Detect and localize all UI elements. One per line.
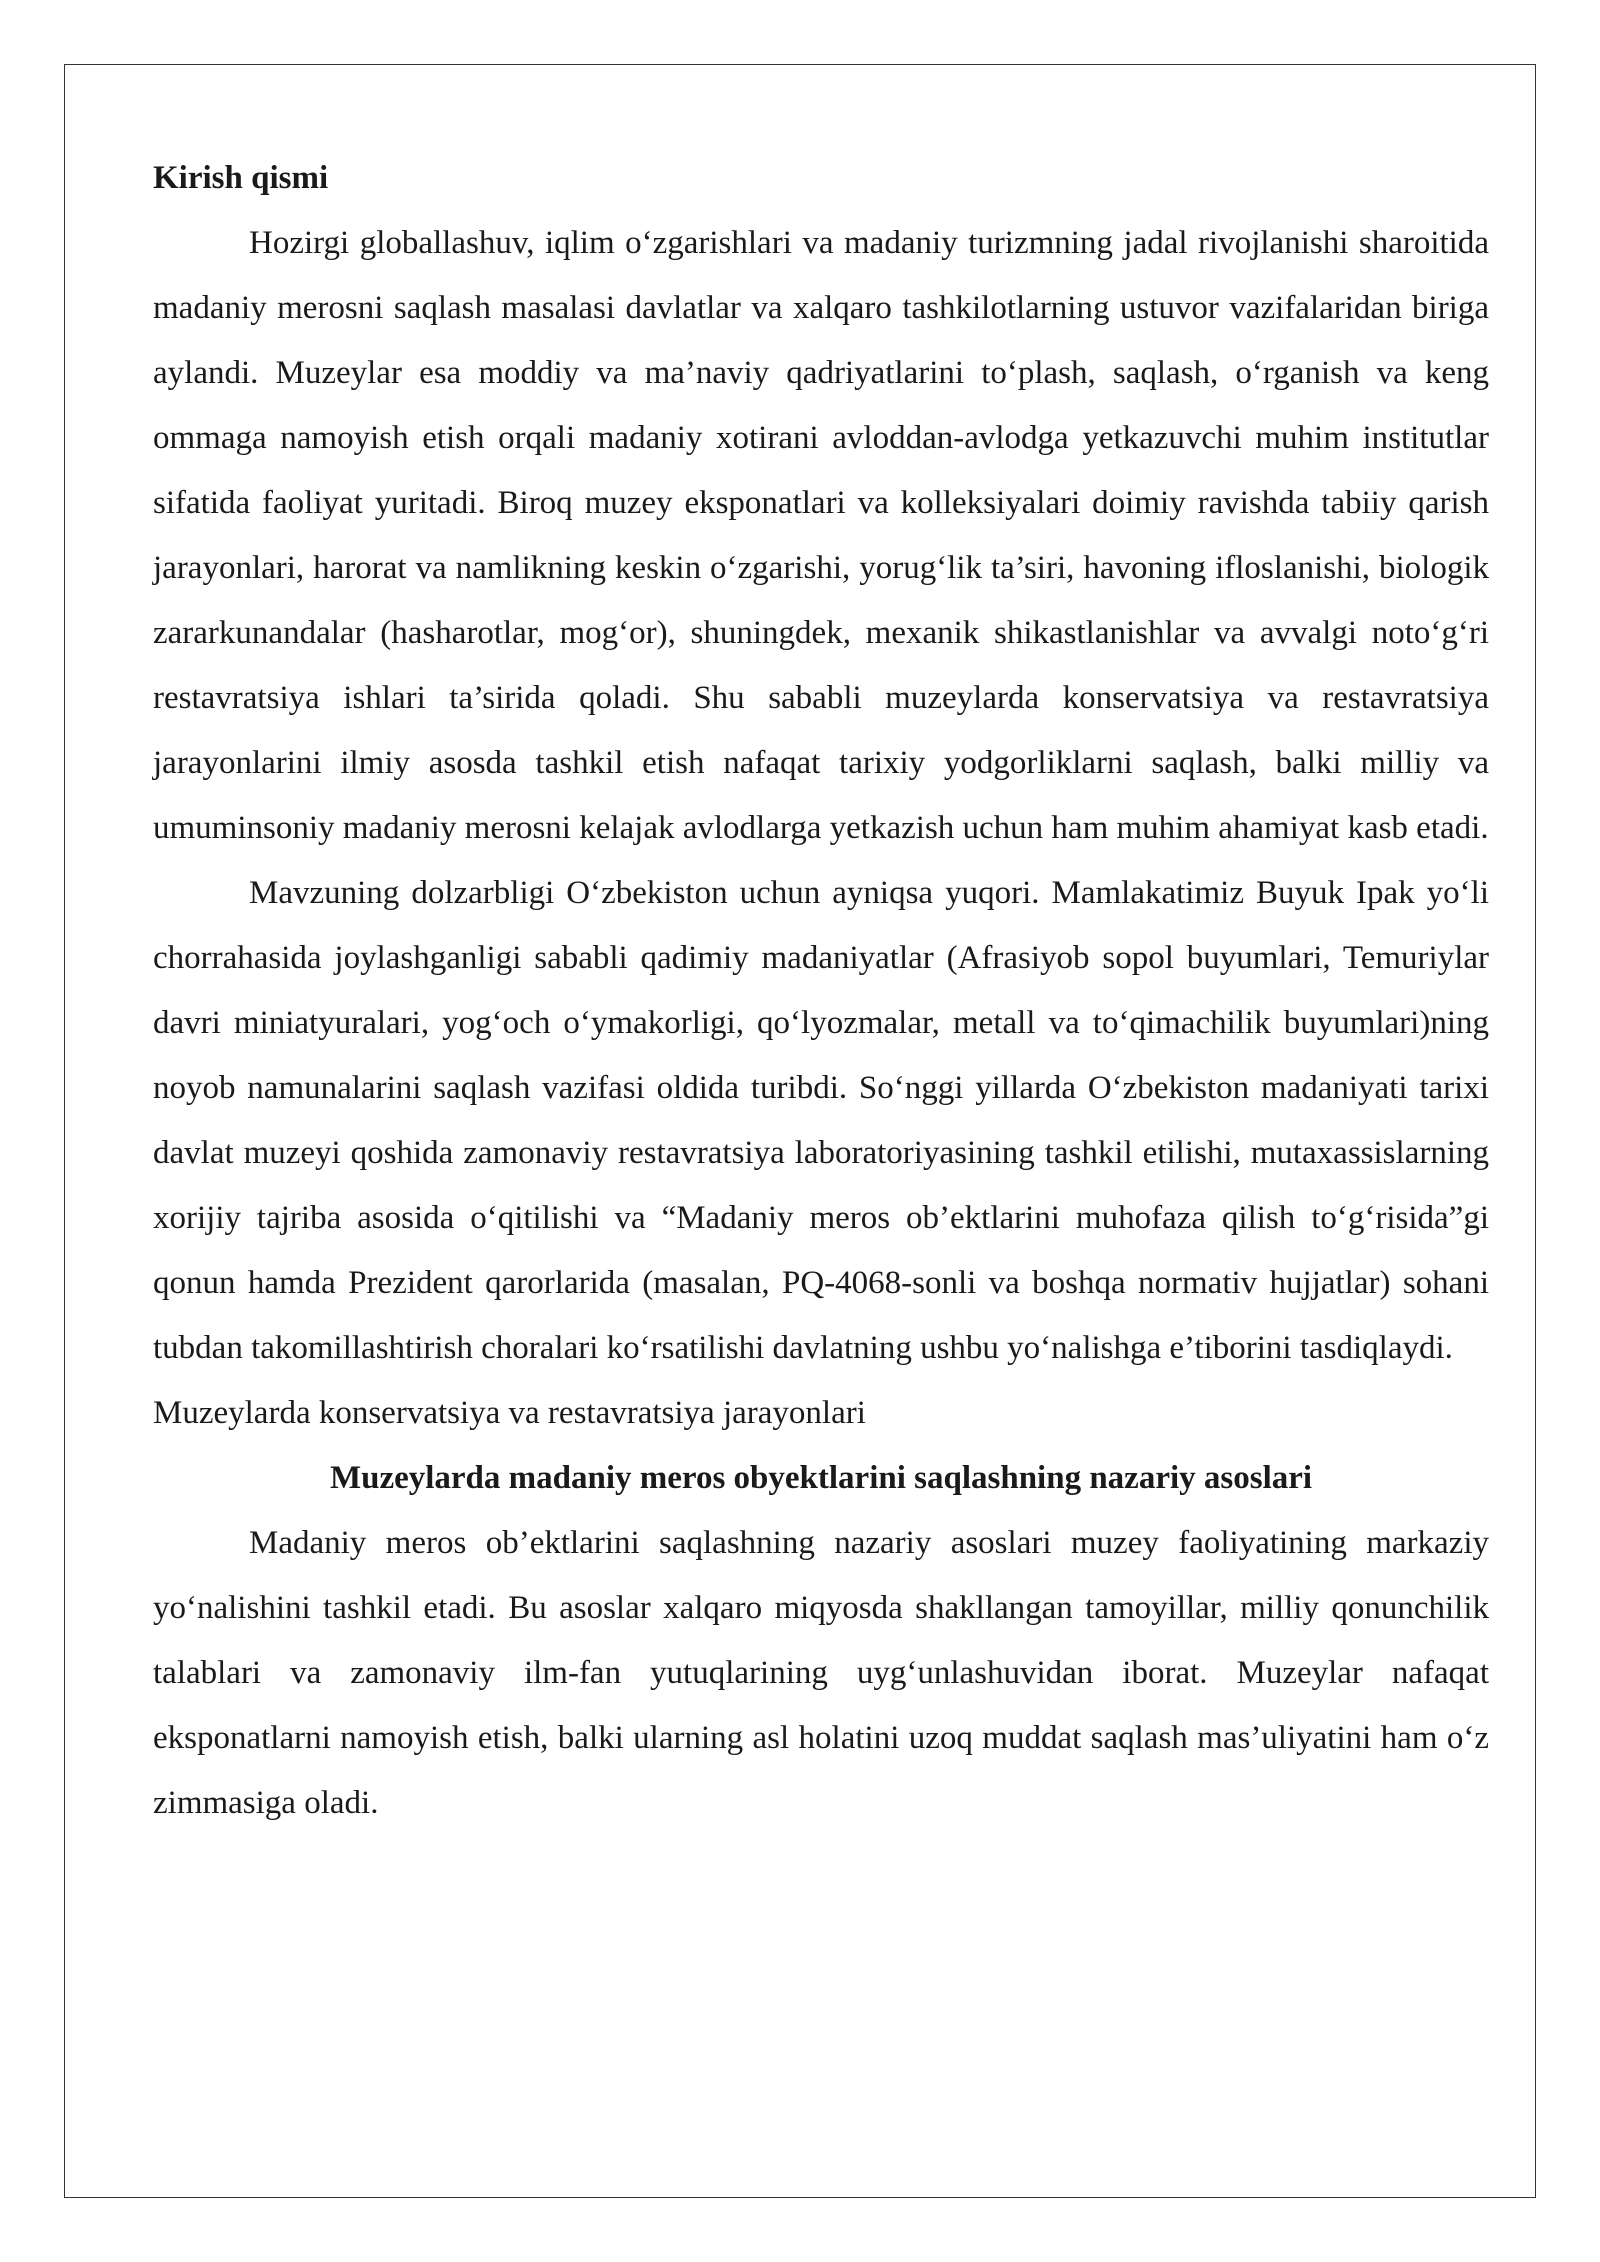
subtitle-line: Muzeylarda konservatsiya va restavratsiya jarayonlari — [153, 1395, 866, 1431]
paragraph-theory: Madaniy meros ob’ektlarini saqlashning nazariy asoslari muzey faoliyatining markaziy yo‘nalishini tashkil etadi. Bu asoslar xalqaro miqyosda shakllangan tamoyillar, milliy qonunchilik talablari va zamonaviy ilm-fan yutuqlarining uyg‘unlashuvidan iborat. Muzeylar nafaqat eksponatlarni namoyish etish, balki ularning asl holatini uzoq muddat saqlash mas’uliyatini ham o‘z zimmasiga oladi. — [153, 1525, 1489, 1821]
paragraph-intro: Hozirgi globallashuv, iqlim o‘zgarishlari va madaniy turizmning jadal rivojlanishi sharoitida madaniy merosni saqlash masalasi davlatlar va xalqaro tashkilotlarning ustuvor vazifalaridan biriga aylandi. Muzeylar esa moddiy va ma’naviy qadriyatlarini to‘plash, saqlash, o‘rganish va keng ommaga namoyish etish orqali madaniy xotirani avloddan-avlodga yetkazuvchi muhim institutlar sifatida faoliyat yuritadi. Biroq muzey eksponatlari va kolleksiyalari doimiy ravishda tabiiy qarish jarayonlari, harorat va namlikning keskin o‘zgarishi, yorug‘lik ta’siri, havoning ifloslanishi, biologik zararkunandalar (hasharotlar, mog‘or), shuningdek, mexanik shikastlanishlar va avvalgi noto‘g‘ri restavratsiya ishlari ta’sirida qoladi. Shu sababli muzeylarda konservatsiya va restavratsiya jarayonlarini ilmiy asosda tashkil etish nafaqat tarixiy yodgorliklarni saqlash, balki milliy va umuminsoniy madaniy merosni kelajak avlodlarga yetkazish uchun ham muhim ahamiyat kasb etadi. — [153, 225, 1489, 846]
document-body — [153, 146, 1489, 1836]
section-title: Kirish qismi — [153, 160, 329, 196]
section-heading: Muzeylarda madaniy meros obyektlarini saqlashning nazariy asoslari — [329, 1460, 1313, 1496]
paragraph-relevance: Mavzuning dolzarbligi O‘zbekiston uchun ayniqsa yuqori. Mamlakatimiz Buyuk Ipak yo‘li chorrahasida joylashganligi sababli qadimiy madaniyatlar (Afrasiyob sopol buyumlari, Temuriylar davri miniatyuralari, yog‘och o‘ymakorligi, qo‘lyozmalar, metall va to‘qimachilik buyumlari)ning noyob namunalarini saqlash vazifasi oldida turibdi. So‘nggi yillarda O‘zbekiston madaniyati tarixi davlat muzeyi qoshida zamonaviy restavratsiya laboratoriyasining tashkil etilishi, mutaxassislarning xorijiy tajriba asosida o‘qitilishi va “Madaniy meros ob’ektlarini muhofaza qilish to‘g‘risida”gi qonun hamda Prezident qarorlarida (masalan, PQ-4068-sonli va boshqa normativ hujjatlar) sohani tubdan takomillashtirish choralari ko‘rsatilishi davlatning ushbu yo‘nalishga e’tiborini tasdiqlaydi. — [153, 875, 1489, 1366]
